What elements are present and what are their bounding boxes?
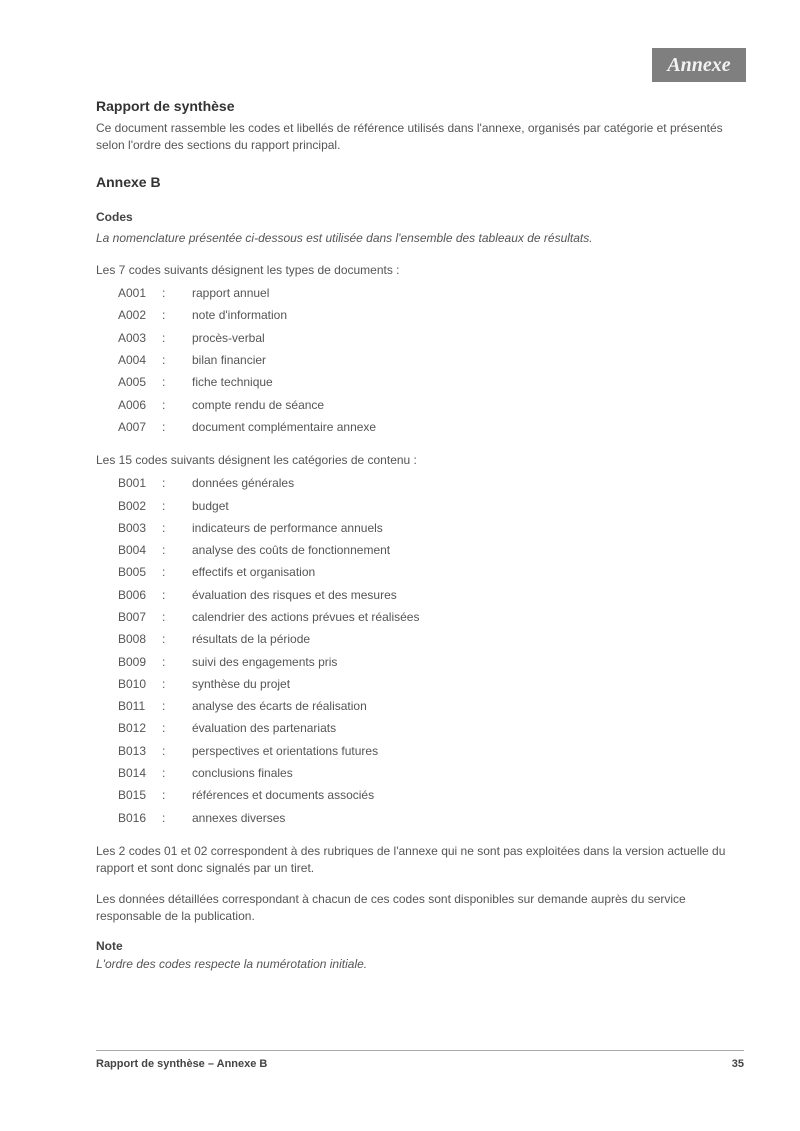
paragraph-availability: Les données détaillées correspondant à chacun de ces codes sont disponibles sur demande auprès du service responsable de la publication.	[96, 891, 686, 923]
list-item	[96, 371, 736, 393]
item-code: B013	[118, 743, 147, 758]
item-code: B002	[118, 498, 147, 513]
item-label: références et documents associés	[192, 788, 375, 803]
item-separator: :	[162, 721, 166, 736]
item-code: B006	[118, 587, 147, 602]
footer-divider	[96, 1050, 744, 1051]
list-item	[96, 628, 736, 650]
list-item	[96, 717, 736, 739]
item-label: note d'information	[192, 308, 288, 323]
list-item	[96, 327, 736, 349]
item-label: rapport annuel	[192, 286, 270, 301]
main-content	[96, 98, 736, 971]
footer-title: Rapport de synthèse – Annexe B	[96, 1058, 268, 1070]
annexe-title: Annexe B	[96, 174, 161, 190]
item-label: fiche technique	[192, 375, 273, 390]
item-code: B001	[118, 476, 147, 491]
list-item	[96, 807, 736, 829]
item-separator: :	[162, 788, 166, 803]
list-item	[96, 349, 736, 371]
item-separator: :	[162, 810, 166, 825]
item-label: perspectives et orientations futures	[192, 743, 379, 758]
item-code: B003	[118, 520, 147, 535]
codes-subtitle: Codes	[96, 210, 133, 224]
list-item	[96, 472, 736, 494]
item-label: suivi des engagements pris	[192, 654, 338, 669]
item-separator: :	[162, 375, 166, 390]
item-label: procès-verbal	[192, 330, 265, 345]
item-code: A003	[118, 330, 147, 345]
item-code: A001	[118, 286, 147, 301]
list-item	[96, 494, 736, 516]
note-text: L'ordre des codes respecte la numérotation initiale.	[96, 956, 368, 971]
item-separator: :	[162, 498, 166, 513]
item-separator: :	[162, 286, 166, 301]
item-separator: :	[162, 353, 166, 368]
section-title: Rapport de synthèse	[96, 98, 235, 114]
item-separator: :	[162, 632, 166, 647]
paragraph-unused-codes: Les 2 codes 01 et 02 correspondent à des rubriques de l'annexe qui ne sont pas exploitées dans la version actuelle du rapport et sont donc signalés par un tiret.	[96, 843, 726, 875]
list-item	[96, 606, 736, 628]
list-item	[96, 650, 736, 672]
annexe-badge: Annexe	[652, 48, 746, 82]
item-separator: :	[162, 676, 166, 691]
item-code: B009	[118, 654, 147, 669]
list-item	[96, 282, 736, 304]
item-label: évaluation des risques et des mesures	[192, 587, 397, 602]
page-number: 35	[731, 1058, 744, 1070]
group2-lead: Les 15 codes suivants désignent les catégories de contenu :	[96, 453, 417, 468]
item-code: B007	[118, 610, 147, 624]
item-separator: :	[162, 587, 166, 602]
item-code: B012	[118, 721, 147, 736]
group1-list	[96, 282, 736, 438]
item-label: effectifs et organisation	[192, 565, 316, 580]
item-label: synthèse du projet	[192, 676, 291, 691]
group1-lead: Les 7 codes suivants désignent les types de documents :	[96, 263, 400, 277]
item-code: B016	[118, 810, 147, 825]
item-label: indicateurs de performance annuels	[192, 520, 383, 535]
item-code: B015	[118, 788, 147, 803]
note-label: Note	[96, 938, 123, 953]
list-item	[96, 762, 736, 784]
list-item	[96, 784, 736, 806]
item-separator: :	[162, 766, 166, 781]
list-item	[96, 561, 736, 583]
item-label: analyse des coûts de fonctionnement	[192, 543, 391, 558]
item-separator: :	[162, 743, 166, 758]
item-label: budget	[192, 498, 229, 513]
item-label: résultats de la période	[192, 632, 311, 647]
list-item	[96, 517, 736, 539]
item-code: B008	[118, 632, 147, 647]
item-separator: :	[162, 610, 166, 624]
nomenclature-note: La nomenclature présentée ci-dessous est utilisée dans l'ensemble des tableaux de résultats.	[96, 231, 593, 245]
item-separator: :	[162, 699, 166, 714]
item-code: B005	[118, 565, 147, 580]
list-item	[96, 304, 736, 326]
item-code: B011	[118, 699, 146, 714]
list-item	[96, 539, 736, 561]
intro-paragraph: Ce document rassemble les codes et libellés de référence utilisés dans l'annexe, organisés par catégorie et présentés selon l'ordre des sections du rapport principal.	[96, 121, 723, 152]
item-label: annexes diverses	[192, 810, 286, 825]
item-label: analyse des écarts de réalisation	[192, 699, 367, 714]
item-label: conclusions finales	[192, 766, 293, 781]
item-separator: :	[162, 565, 166, 580]
item-code: A005	[118, 375, 147, 390]
item-code: A007	[118, 419, 147, 434]
item-label: document complémentaire annexe	[192, 419, 377, 434]
item-code: A004	[118, 353, 147, 368]
list-item	[96, 393, 736, 415]
item-label: évaluation des partenariats	[192, 721, 337, 736]
item-label: bilan financier	[192, 353, 267, 368]
item-label: données générales	[192, 476, 295, 491]
item-separator: :	[162, 419, 166, 434]
item-separator: :	[162, 476, 166, 491]
group2-list	[96, 472, 736, 829]
item-code: A002	[118, 308, 147, 323]
item-label: compte rendu de séance	[192, 397, 325, 412]
list-item	[96, 740, 736, 762]
item-separator: :	[162, 543, 166, 558]
item-separator: :	[162, 330, 166, 345]
list-item	[96, 673, 736, 695]
item-separator: :	[162, 654, 166, 669]
list-item	[96, 584, 736, 606]
item-code: B004	[118, 543, 147, 558]
item-label: calendrier des actions prévues et réalisées	[192, 610, 420, 624]
item-code: B010	[118, 676, 147, 691]
list-item	[96, 695, 736, 717]
list-item	[96, 416, 736, 438]
item-separator: :	[162, 520, 166, 535]
item-code: B014	[118, 766, 147, 781]
item-separator: :	[162, 397, 166, 412]
item-separator: :	[162, 308, 166, 323]
item-code: A006	[118, 397, 147, 412]
